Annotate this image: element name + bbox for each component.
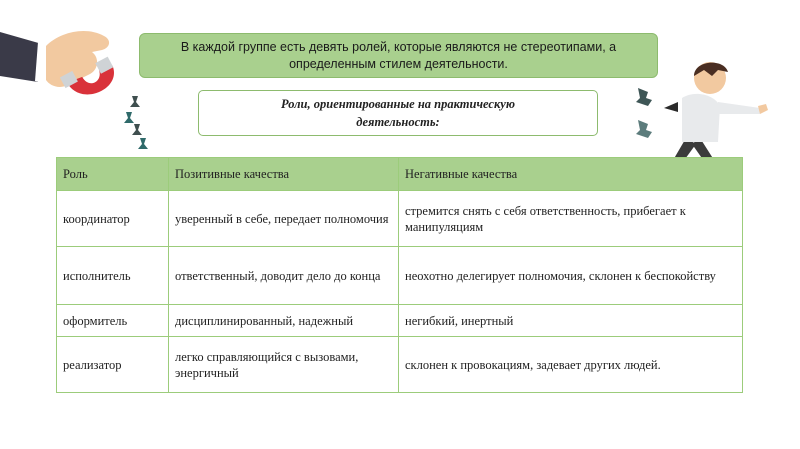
intro-text: В каждой группе есть девять ролей, которые являются не стереотипами, а определенным стилем деятельности. [180, 39, 617, 71]
person-icon [682, 94, 720, 142]
role-cell: реализатор [57, 337, 169, 393]
negative-cell: стремится снять с себя ответственность, прибегает к манипуляциям [399, 191, 743, 247]
positive-cell: уверенный в себе, передает полномочия [169, 191, 399, 247]
role-cell: исполнитель [57, 247, 169, 305]
positive-cell: ответственный, доводит дело до конца [169, 247, 399, 305]
table-row [57, 191, 743, 247]
negative-cell: неохотно делегирует полномочия, склонен к беспокойству [399, 247, 743, 305]
intro-banner [139, 33, 658, 78]
header-negative: Негативные качества [399, 158, 743, 191]
role-cell: координатор [57, 191, 169, 247]
magnet-hand-illustration [0, 18, 160, 158]
table-row [57, 337, 743, 393]
table-row [57, 247, 743, 305]
table-header-row [57, 158, 743, 191]
positive-cell: дисциплинированный, надежный [169, 305, 399, 337]
negative-cell: негибкий, инертный [399, 305, 743, 337]
role-cell: оформитель [57, 305, 169, 337]
figurine-icons [124, 96, 148, 149]
subtitle-text: Роли, ориентированные на практическую деятельность: [281, 97, 515, 129]
negative-cell: склонен к провокациям, задевает других людей. [399, 337, 743, 393]
header-role: Роль [57, 158, 169, 191]
table-row [57, 305, 743, 337]
header-positive: Позитивные качества [169, 158, 399, 191]
section-subtitle [198, 90, 598, 136]
roles-table [56, 157, 743, 393]
positive-cell: легко справляющийся с вызовами, энергичный [169, 337, 399, 393]
figurine-icons [636, 88, 652, 138]
